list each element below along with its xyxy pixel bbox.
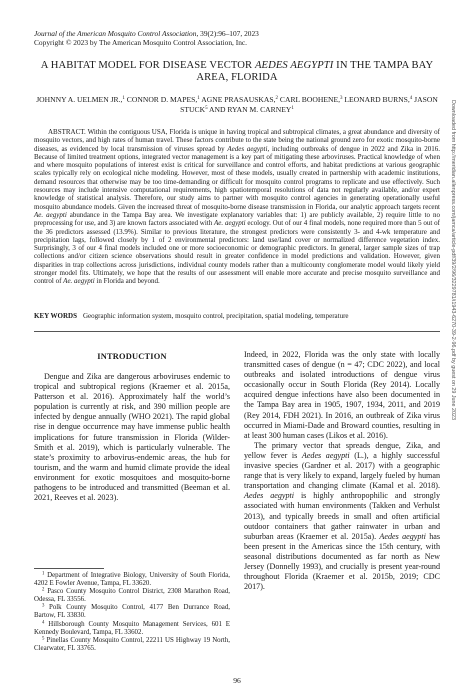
author: JASON STUCK$^5$ (180, 95, 438, 114)
journal-volume: , 39(2):96–107, 2023 (196, 29, 259, 38)
author: LEONARD BURNS,$^4$ (342, 95, 413, 104)
keywords (34, 312, 440, 320)
author: AND RYAN M. CARNEY$^1$ (207, 105, 294, 114)
title-species: AEDES AEGYPTI (254, 60, 334, 71)
download-watermark: Downloaded from http://meridian.allenpress.com/jamca/article-pdf/39/2/96/3229781/i1943-6270-39-2-96.pdf by guest on 29 June 2023 (450, 100, 456, 421)
keywords-text: Geographic information system, mosquito control, precipitation, spatial modeling, temperature (82, 312, 349, 320)
footnote: $^3$ Polk County Mosquito Control, 4177 Ben Durrance Road, Bartow, FL 33830. (34, 603, 230, 620)
copyright-line: Copyright © 2023 by The American Mosquito Control Association, Inc. (34, 38, 248, 47)
intro-paragraph-1: Dengue and Zika are dangerous arboviruses endemic to tropical and subtropical regions (Kraemer et al. 2015a, Patterson et al. 2016). Approximately half the world’s population is currently at risk, and 390 million people are infected by dengue annually (WHO 2021). The rapid global rise in dengue occurrence may have immense public health implications for future transmission in Florida (Wilder-Smith et al. 2019), which is particularly vulnerable. The state’s proximity to arbovirus-endemic areas, the hub for tourism, and the warm and humid climate provide the ideal environment for exotic mosquitoes and mosquito-borne pathogens to be introduced and transmitted (Beeman et al. 2021, Reeves et al. 2023). (34, 372, 230, 503)
section-divider (34, 331, 440, 332)
footnote: $^2$ Pasco County Mosquito Control District, 2308 Marathon Road, Odessa, FL 33556. (34, 587, 230, 604)
author-list (34, 95, 440, 115)
author: AGNE PRASAUSKAS,$^2$ (199, 95, 279, 104)
right-column (244, 350, 440, 592)
footnote: $^5$ Pinellas County Mosquito Control, 22211 US Highway 19 North, Clearwater, FL 33765. (34, 636, 230, 652)
footnote-divider (34, 568, 104, 569)
abstract: ABSTRACT. Within the contiguous USA, Florida is unique in having tropical and subtropical climates, a great abundance and diversity of mosquito vectors, and high rates of human travel. These factors contribute to the state being the national ground zero for exotic mosquito-borne diseases, as evidenced by local transmission of viruses spread by Aedes aegypti, including outbreaks of dengue in 2022 and Zika in 2016. Because of limited treatment options, integrated vector management is a key part of mitigating these arboviruses. Practical knowledge of when and where mosquito populations of interest exist is critical for surveillance and control efforts, and habitat predictions at various geographic scales typically rely on ecological niche modeling. However, most of these models, usually created in partnership with academic institutions, demand resources that otherwise may be too time-demanding or difficult for mosquito control programs to replicate and use effectively. Such resources may include intensive computational requirements, high spatiotemporal resolutions of data not regularly available, and/or expert knowledge of statistical analysis. Therefore, our study aims to partner with mosquito control agencies in generating operationally useful mosquito abundance models. Given the increased threat of mosquito-borne disease transmission in Florida, our analytic approach targets recent Ae. aegypti abundance in the Tampa Bay area. We investigate explanatory variables that: 1) are publicly available, 2) require little to no preprocessing for use, and 3) are known factors associated with Ae. aegypti ecology. Out of our 4 final models, none required more than 5 out of the 36 predictors assessed (13.9%). Similar to previous literature, the strongest predictors were consistently 3- and 4-wk temperature and precipitation lags, followed closely by 1 of 2 environmental predictors: land use/land cover or normalized difference vegetation index. Surprisingly, 3 of our 4 final models included one or more socioeconomic or demographic predictors. In general, larger sample sizes of trap collections and/or citizen science observations should result in greater confidence in model predictions and validation. However, given disparities in trap collections across jurisdictions, individual county models rather than a multicounty conglomerate model would likely yield stronger model fits. Ultimately, we hope that the results of our assessment will enable more accurate and precise mosquito surveillance and control of Ae. aegypti in Florida and beyond. (34, 128, 440, 286)
author: CONNOR D. MAPES,$^1$ (124, 95, 200, 104)
section-heading-introduction: INTRODUCTION (97, 352, 167, 361)
left-column (34, 350, 230, 503)
keywords-label: KEY WORDS (34, 312, 77, 320)
page-number: 96 (233, 676, 241, 685)
author: CARL BOOHENE,$^3$ (278, 95, 343, 104)
intro-paragraph-3: The primary vector that spreads dengue, Zika, and yellow fever is Aedes aegypti (L.), a highly successful invasive species (Gardner et al. 2017) with a geographic range that is very likely to expand, largely fueled by human transportation and changing climate (Kamal et al. 2018). Aedes aegypti is highly anthropophilic and strongly associated with human environments (Takken and Verhulst 2013), and typically breeds in small and often artificial outdoor containers that gather rainwater in urban and suburban areas (Kraemer et al. 2015a). Aedes aegypti has been present in the Americas since the 15th century, with seasonal distributions documented as far north as New Jersey (Donnelly 1993), and crucially is present year-round throughout Florida (Kraemer et al. 2015b, 2019; CDC 2017). (244, 440, 441, 592)
footnotes (34, 572, 230, 653)
article-title: A HABITAT MODEL FOR DISEASE VECTOR AEDES AEGYPTI IN THE TAMPA BAY AREA, FLORIDA (40, 60, 434, 84)
author: JOHNNY A. UELMEN JR.,$^1$ (36, 95, 125, 104)
footnote: $^1$ Department of Integrative Biology, University of South Florida, 4202 E Fowler Avenue, Tampa, FL 33620. (34, 571, 230, 588)
journal-name: Journal of the American Mosquito Control Association (34, 29, 197, 38)
intro-paragraph-2: Indeed, in 2022, Florida was the only state with locally transmitted cases of dengue (n = 47; CDC 2022), and local outbreaks and isolated introductions of dengue virus occasionally occur in South Florida (Rey 2014). Locally acquired dengue infections have also been documented in the Tampa Bay area in 1905, 1907, 1934, 2011, and 2019 (Rey 2014, FDH 2021). In 2016, an outbreak of Zika virus occurred in Miami-Dade and Broward counties, resulting in at least 300 human cases (Likos et al. 2016). (244, 350, 440, 440)
footnote: $^4$ Hillsborough County Mosquito Management Services, 601 E Kennedy Boulevard, Tampa, FL 33602. (34, 620, 230, 636)
